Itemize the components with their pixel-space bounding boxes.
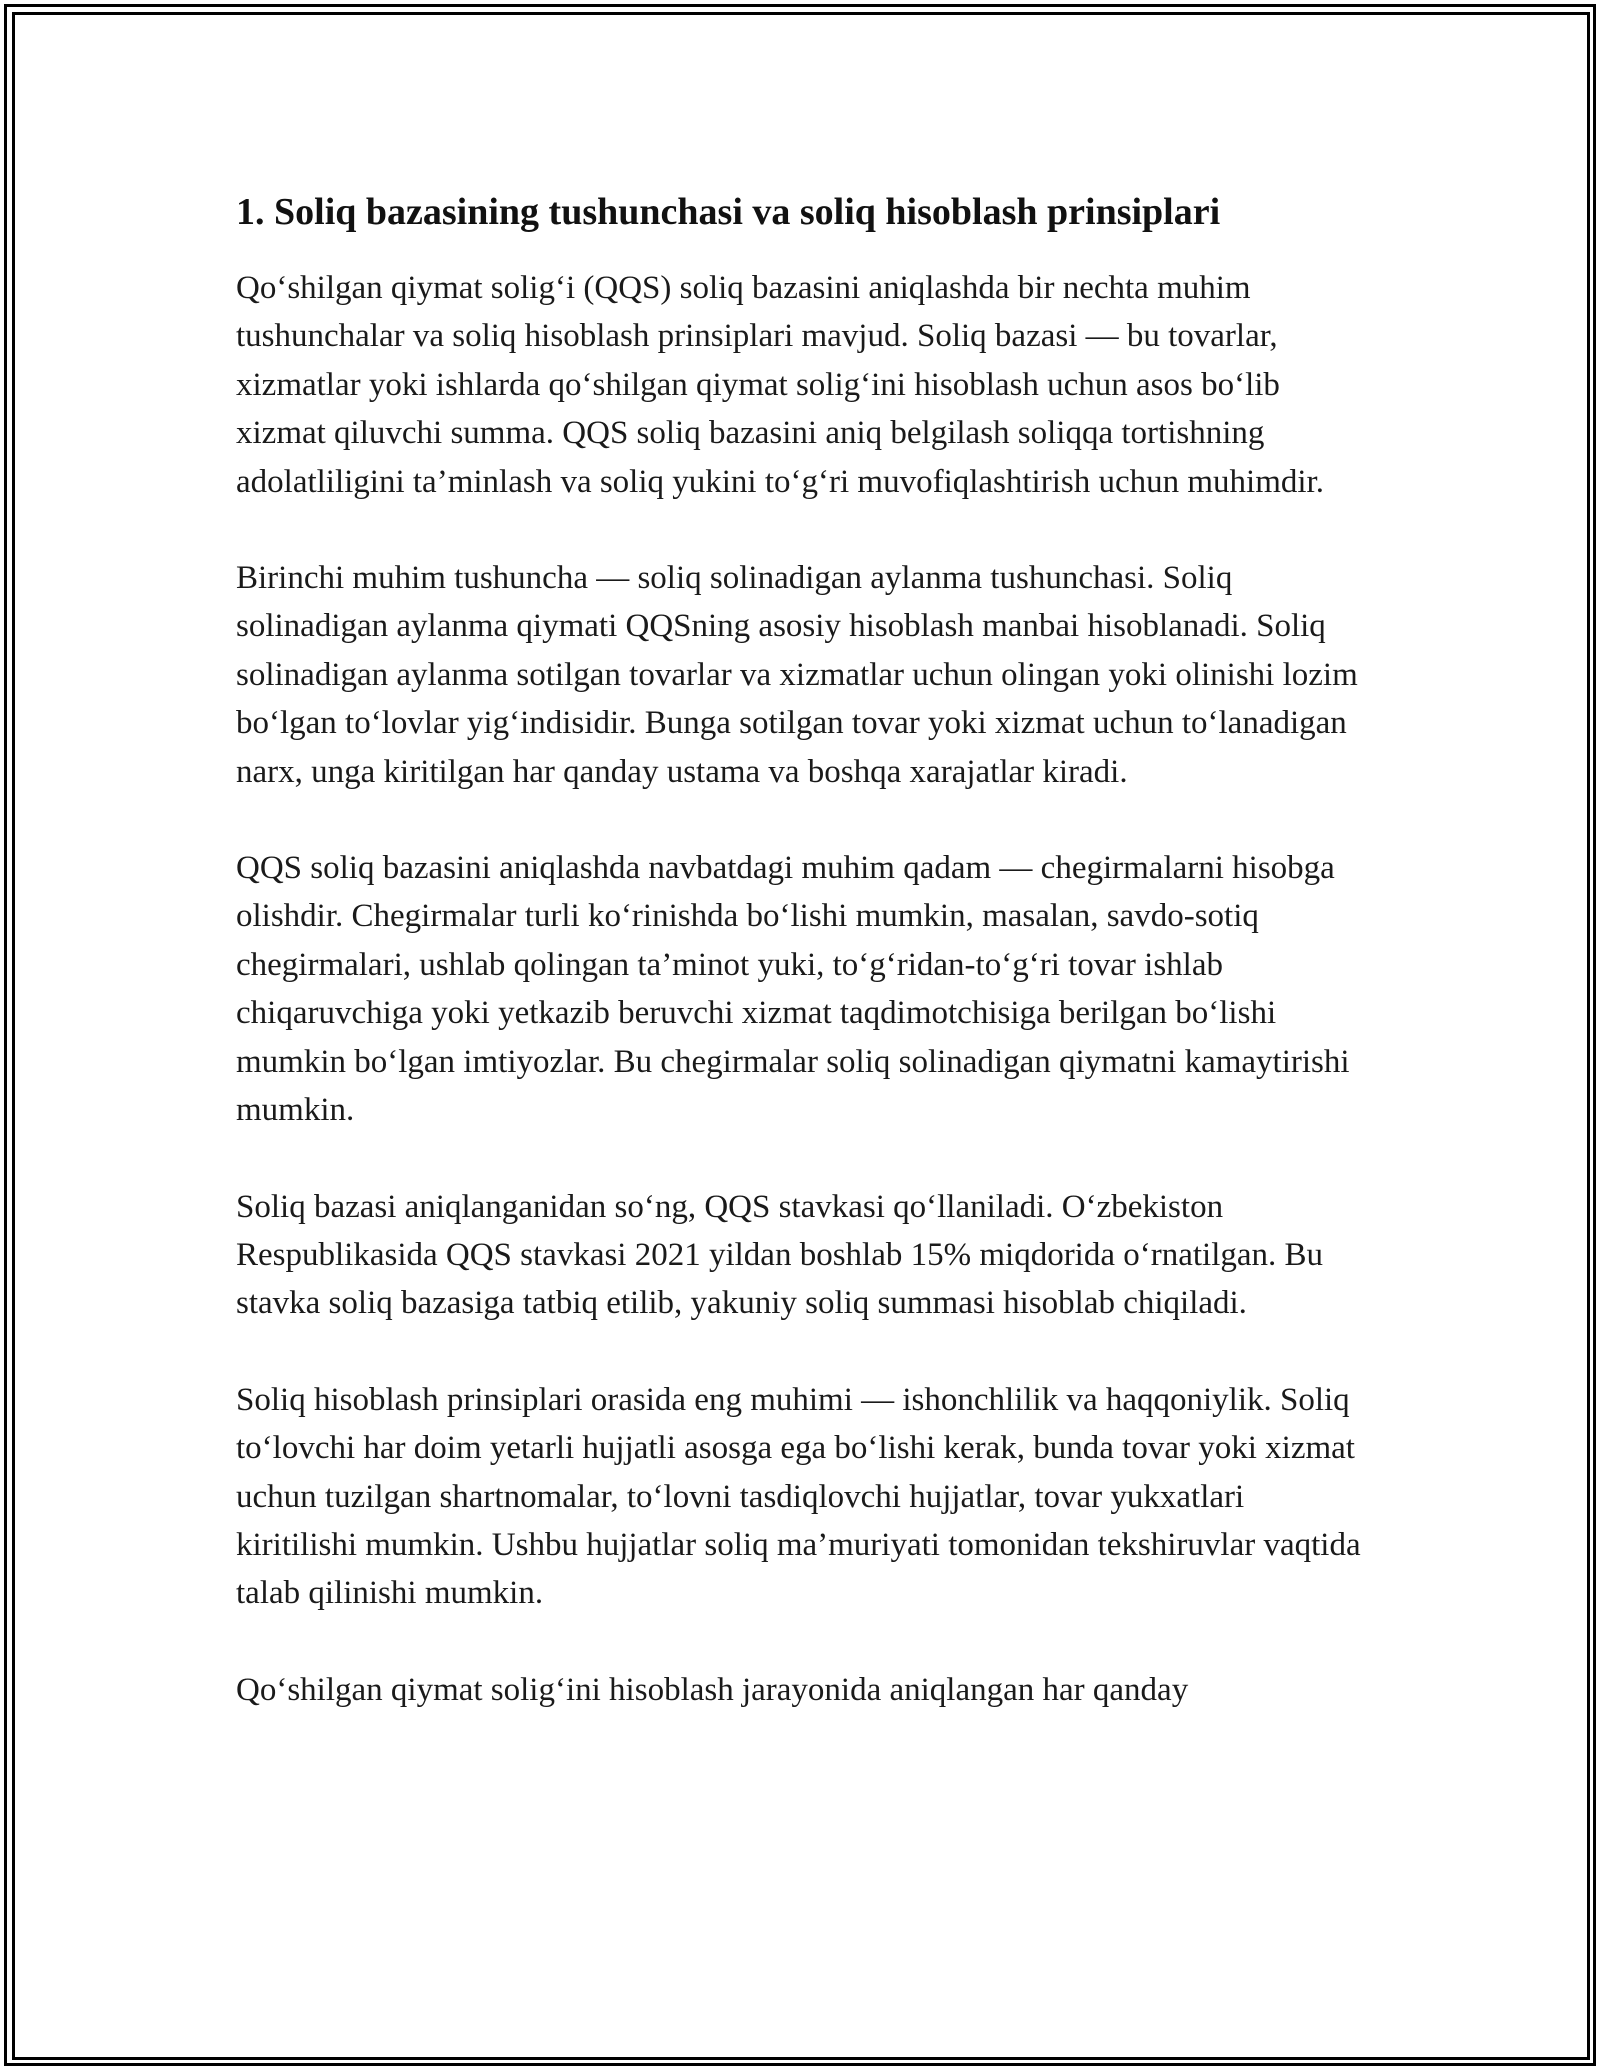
document-body [236, 188, 1366, 1762]
section-heading: 1. Soliq bazasining tushunchasi va soliq hisoblash prinsiplari [236, 191, 1221, 233]
paragraph-1: Qo‘shilgan qiymat solig‘i (QQS) soliq bazasini aniqlashda bir nechta muhim tushunchalar va soliq hisoblash prinsiplari mavjud. Soliq bazasi — bu tovarlar, xizmatlar yoki ishlarda qo‘shilgan qiymat solig‘ini hisoblash uchun asos bo‘lib xizmat qiluvchi summa. QQS soliq bazasini aniq belgilash soliqqa tortishning adolatliligini ta’minlash va soliq yukini to‘g‘ri muvofiqlashtirish uchun muhimdir. [236, 270, 1324, 500]
paragraph-2: Birinchi muhim tushuncha — soliq solinadigan aylanma tushunchasi. Soliq solinadigan aylanma qiymati QQSning asosiy hisoblash manbai hisoblanadi. Soliq solinadigan aylanma sotilgan tovarlar va xizmatlar uchun olingan yoki olinishi lozim bo‘lgan to‘lovlar yig‘indisidir. Bunga sotilgan tovar yoki xizmat uchun to‘lanadigan narx, unga kiritilgan har qanday ustama va boshqa xarajatlar kiradi. [236, 560, 1358, 790]
paragraph-6: Qo‘shilgan qiymat solig‘ini hisoblash jarayonida aniqlangan har qanday [236, 1671, 1189, 1708]
paragraph-5: Soliq hisoblash prinsiplari orasida eng muhimi — ishonchlilik va haqqoniylik. Soliq to‘lovchi har doim yetarli hujjatli asosga ega bo‘lishi kerak, bunda tovar yoki xizmat uchun tuzilgan shartnomalar, to‘lovni tasdiqlovchi hujjatlar, tovar yukxatlari kiritilishi mumkin. Ushbu hujjatlar soliq ma’muriyati tomonidan tekshiruvlar vaqtida talab qilinishi mumkin. [236, 1381, 1361, 1612]
paragraph-3: QQS soliq bazasini aniqlashda navbatdagi muhim qadam — chegirmalarni hisobga olishdir. Chegirmalar turli ko‘rinishda bo‘lishi mumkin, masalan, savdo-sotiq chegirmalari, ushlab qolingan ta’minot yuki, to‘g‘ridan-to‘g‘ri tovar ishlab chiqaruvchiga yoki yetkazib beruvchi xizmat taqdimotchisiga berilgan bo‘lishi mumkin bo‘lgan imtiyozlar. Bu chegirmalar soliq solinadigan qiymatni kamaytirishi mumkin. [236, 850, 1350, 1129]
paragraph-4: Soliq bazasi aniqlanganidan so‘ng, QQS stavkasi qo‘llaniladi. O‘zbekiston Respublikasida QQS stavkasi 2021 yildan boshlab 15% miqdorida o‘rnatilgan. Bu stavka soliq bazasiga tatbiq etilib, yakuniy soliq summasi hisoblab chiqiladi. [236, 1188, 1324, 1322]
